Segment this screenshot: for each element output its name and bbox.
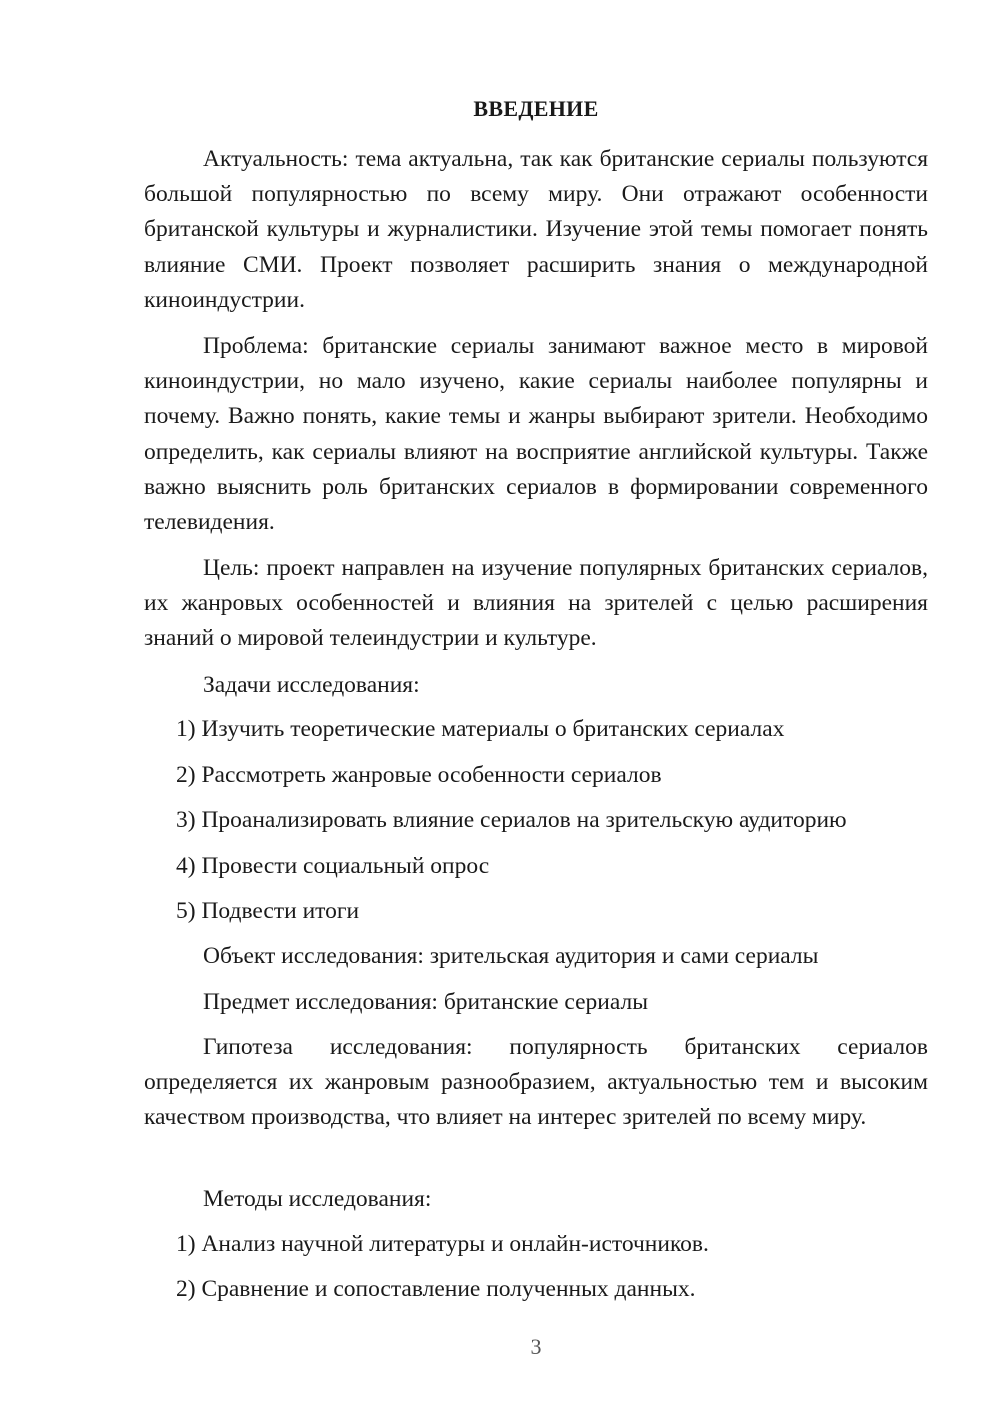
paragraph-goal: Цель: проект направлен на изучение популярных британских сериалов, их жанровых особенностей и влияния на зрителей с целью расширения знаний о мировой телеиндустрии и культуре. <box>144 555 928 652</box>
method-item: 2) Сравнение и сопоставление полученных данных. <box>176 1276 696 1302</box>
paragraph-relevance: Актуальность: тема актуальна, так как британские сериалы пользуются большой популярностью по всему миру. Они отражают особенности британской культуры и журналистики. Изучение этой темы помогает понять влияние СМИ. Проект позволяет расширить знания о международной киноиндустрии. <box>144 146 928 313</box>
task-item: 3) Проанализировать влияние сериалов на зрительскую аудиторию <box>176 807 847 833</box>
tasks-heading: Задачи исследования: <box>203 672 420 698</box>
methods-heading: Методы исследования: <box>203 1186 432 1212</box>
task-item: 5) Подвести итоги <box>176 898 360 924</box>
paragraph-subject: Предмет исследования: британские сериалы <box>203 989 649 1015</box>
task-item: 1) Изучить теоретические материалы о британских сериалах <box>176 716 785 742</box>
paragraph-problem: Проблема: британские сериалы занимают важное место в мировой киноиндустрии, но мало изучено, какие сериалы наиболее популярны и почему. Важно понять, какие темы и жанры выбирают зрители. Необходимо определить, как сериалы влияют на восприятие английской культуры. Также важно выяснить роль британских сериалов в формировании современного телевидения. <box>144 333 928 536</box>
page-number: 3 <box>530 1334 542 1359</box>
paragraph-object: Объект исследования: зрительская аудитория и сами сериалы <box>203 943 819 969</box>
page-title: ВВЕДЕНИЕ <box>473 96 599 121</box>
task-item: 4) Провести социальный опрос <box>176 853 490 879</box>
paragraph-hypothesis: Гипотеза исследования: популярность британских сериалов определяется их жанровым разнообразием, актуальностью тем и высоким качеством производства, что влияет на интерес зрителей по всему миру. <box>144 1034 928 1131</box>
method-item: 1) Анализ научной литературы и онлайн-источников. <box>176 1231 709 1257</box>
task-item: 2) Рассмотреть жанровые особенности сериалов <box>176 762 662 788</box>
